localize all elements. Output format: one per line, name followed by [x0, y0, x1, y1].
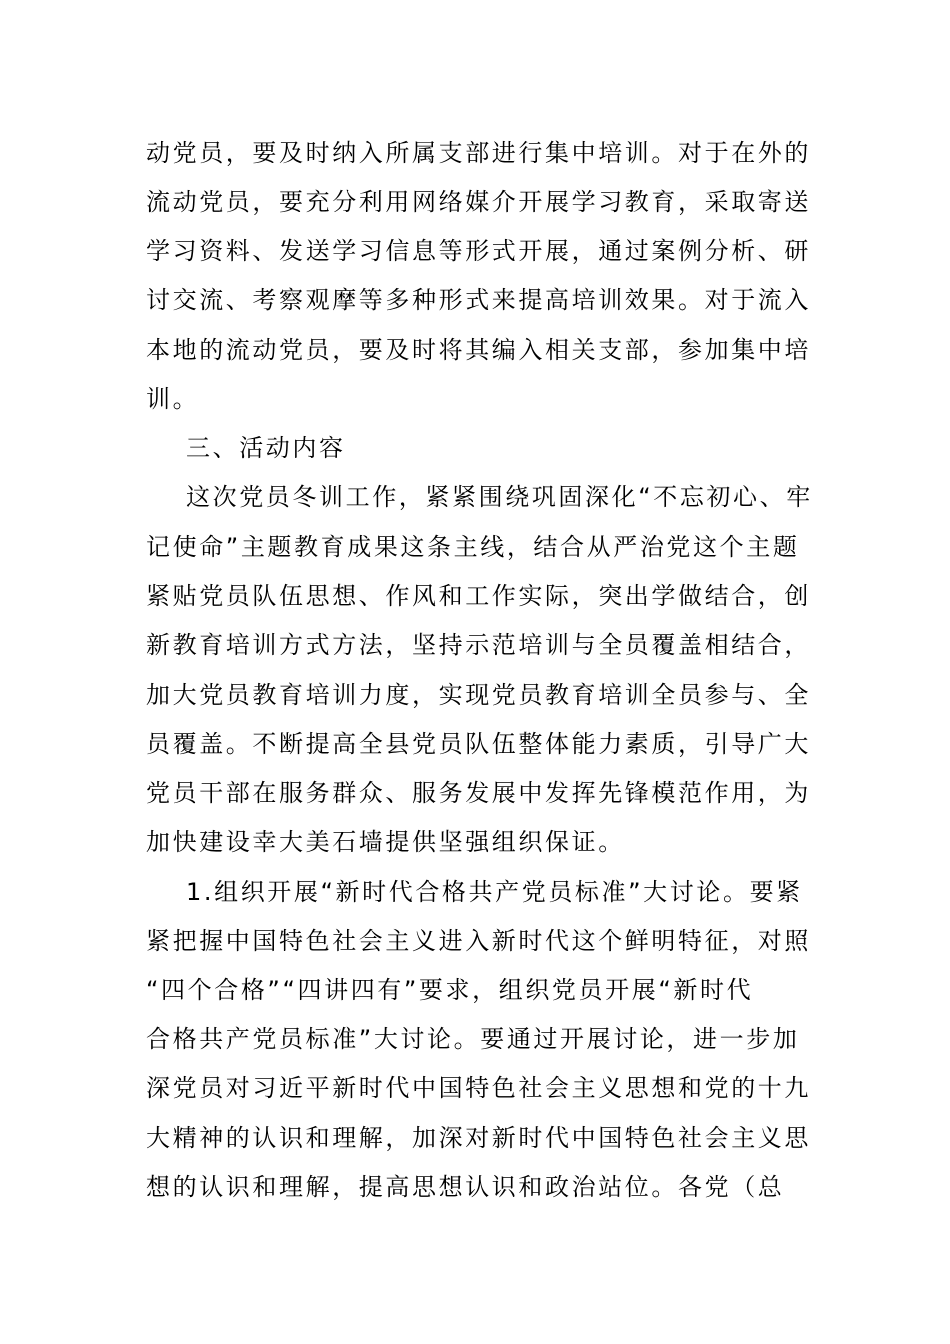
text-line: 流动党员，要充分利用网络媒介开展学习教育，采取寄送 [146, 188, 811, 216]
text-line: 训。 [146, 385, 200, 413]
section-heading: 三、活动内容 [186, 434, 346, 462]
text-line: 员覆盖。不断提高全县党员队伍整体能力素质，引导广大 [146, 730, 811, 758]
text-line: 本地的流动党员，要及时将其编入相关支部，参加集中培 [146, 336, 811, 364]
text-line: 加大党员教育培训力度，实现党员教育培训全员参与、全 [146, 681, 811, 709]
text-line: 紧把握中国特色社会主义进入新时代这个鲜明特征，对照 [146, 927, 811, 955]
text-line: 讨交流、考察观摩等多种形式来提高培训效果。对于流入 [146, 286, 811, 314]
text-line: 1.组织开展“新时代合格共产党员标准”大讨论。要紧 [186, 878, 803, 906]
text-line: 新教育培训方式方法，坚持示范培训与全员覆盖相结合， [146, 631, 811, 659]
text-line: 学习资料、发送学习信息等形式开展，通过案例分析、研 [146, 237, 811, 265]
text-line: 深党员对习近平新时代中国特色社会主义思想和党的十九 [146, 1074, 811, 1102]
text-line: 党员干部在服务群众、服务发展中发挥先锋模范作用，为 [146, 779, 811, 807]
text-line: 这次党员冬训工作，紧紧围绕巩固深化“不忘初心、牢 [186, 483, 813, 511]
text-line: 合格共产党员标准”大讨论。要通过开展讨论，进一步加 [146, 1025, 800, 1053]
text-line: 加快建设幸大美石墙提供坚强组织保证。 [146, 828, 625, 856]
text-line: 紧贴党员队伍思想、作风和工作实际，突出学做结合，创 [146, 582, 811, 610]
text-line: 想的认识和理解，提高思想认识和政治站位。各党（总 [146, 1173, 785, 1201]
text-line: 记使命”主题教育成果这条主线，结合从严治党这个主题 [146, 533, 800, 561]
text-line: 大精神的认识和理解，加深对新时代中国特色社会主义思 [146, 1124, 811, 1152]
text-line: 动党员，要及时纳入所属支部进行集中培训。对于在外的 [146, 139, 811, 167]
text-line: “四个合格”“四讲四有”要求，组织党员开展“新时代 [146, 976, 754, 1004]
